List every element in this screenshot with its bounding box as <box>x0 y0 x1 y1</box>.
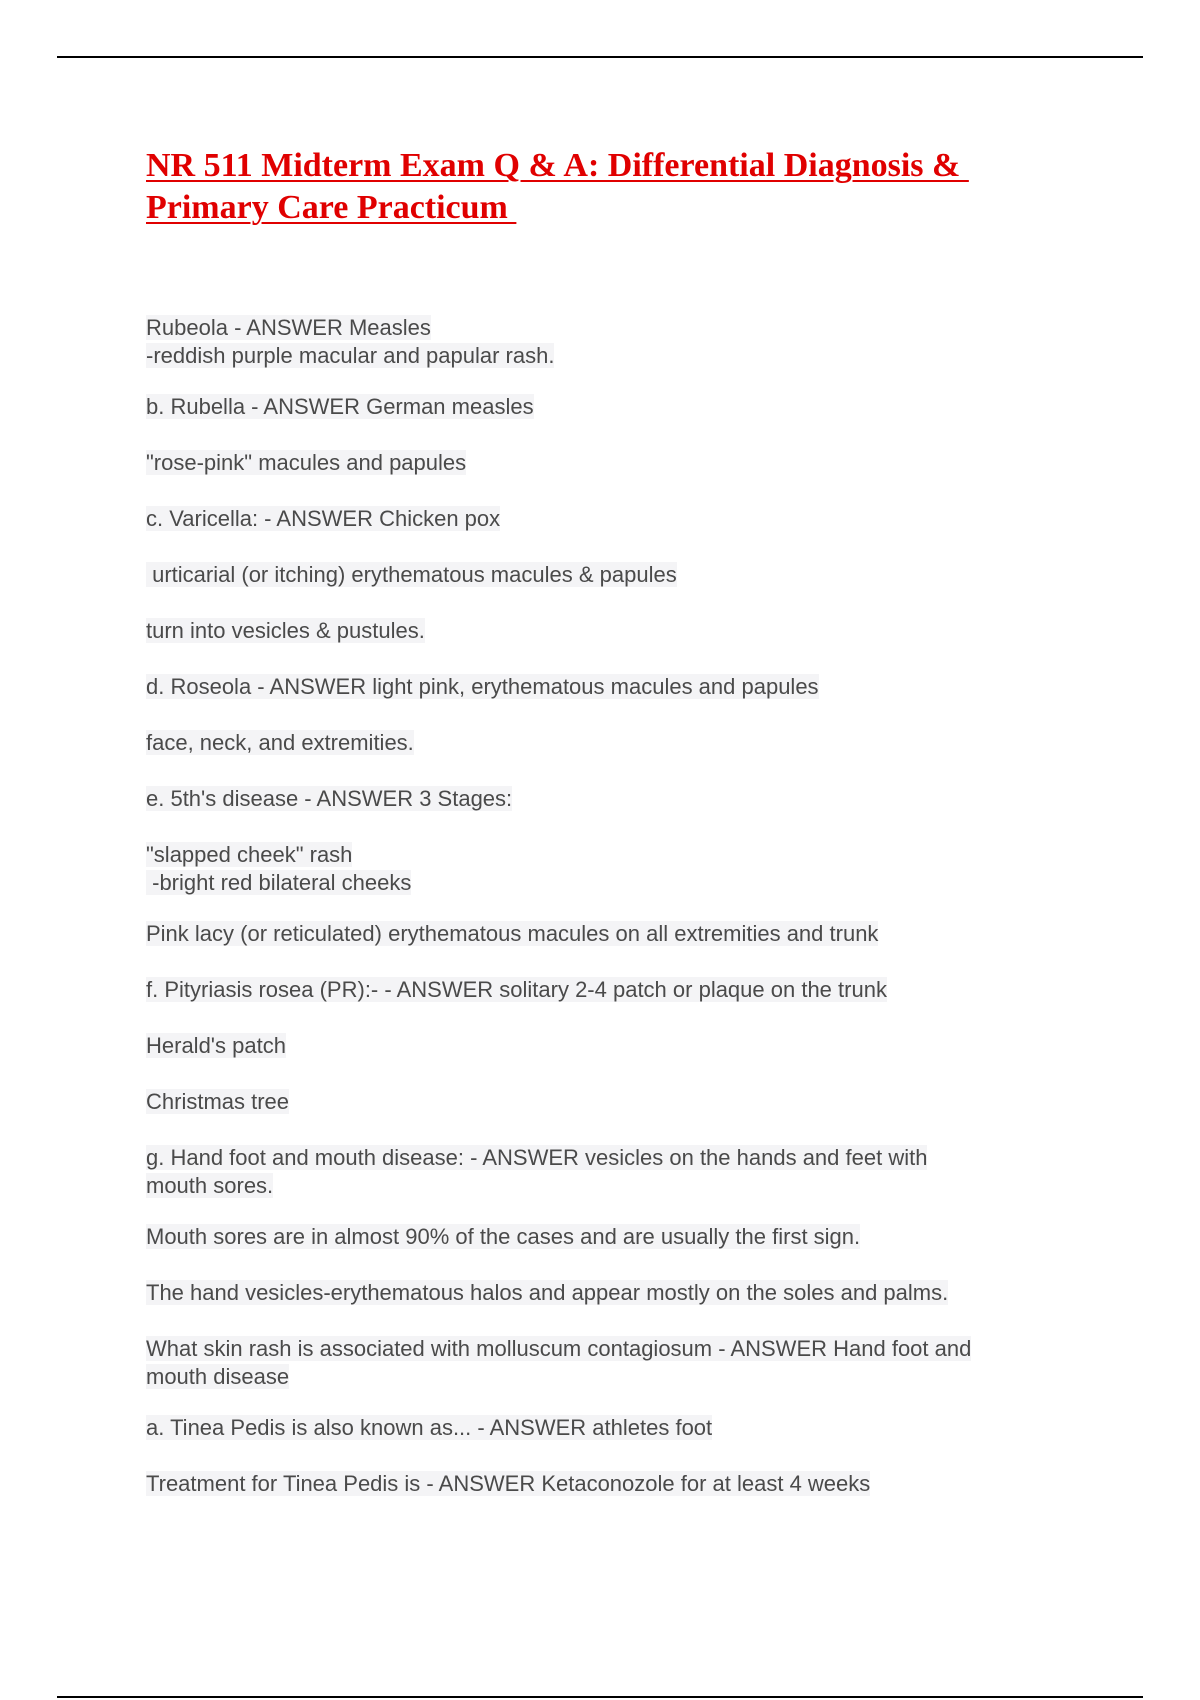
text-line: Pink lacy (or reticulated) erythematous macules on all extremities and trunk <box>146 921 879 946</box>
paragraph <box>146 449 1066 477</box>
paragraph <box>146 1335 1066 1391</box>
paragraph <box>146 729 1066 757</box>
paragraph <box>146 673 1066 701</box>
paragraph <box>146 617 1066 645</box>
text-line: c. Varicella: - ANSWER Chicken pox <box>146 506 501 531</box>
text-line: Rubeola - ANSWER Measles <box>146 315 431 340</box>
text-line: What skin rash is associated with molluscum contagiosum - ANSWER Hand foot and <box>146 1336 972 1361</box>
text-line: a. Tinea Pedis is also known as... - ANSWER athletes foot <box>146 1415 713 1440</box>
text-line: "slapped cheek" rash <box>146 842 353 867</box>
paragraph <box>146 1279 1066 1307</box>
document-title <box>146 145 1106 229</box>
text-line: Herald's patch <box>146 1033 286 1058</box>
text-line: mouth sores. <box>146 1173 274 1198</box>
text-line: -reddish purple macular and papular rash. <box>146 343 555 368</box>
text-line: urticarial (or itching) erythematous macules & papules <box>146 562 677 587</box>
text-line: Treatment for Tinea Pedis is - ANSWER Ketaconozole for at least 4 weeks <box>146 1471 871 1496</box>
paragraph <box>146 314 1066 370</box>
title-line-2: Primary Care Practicum <box>146 189 517 226</box>
text-line: mouth disease <box>146 1364 290 1389</box>
text-line: d. Roseola - ANSWER light pink, erythematous macules and papules <box>146 674 819 699</box>
text-line: e. 5th's disease - ANSWER 3 Stages: <box>146 786 513 811</box>
paragraph <box>146 1470 1066 1498</box>
paragraph <box>146 976 1066 1004</box>
text-line: turn into vesicles & pustules. <box>146 618 425 643</box>
text-line: "rose-pink" macules and papules <box>146 450 467 475</box>
text-line: f. Pityriasis rosea (PR):- - ANSWER solitary 2-4 patch or plaque on the trunk <box>146 977 887 1002</box>
text-line: -bright red bilateral cheeks <box>146 870 412 895</box>
paragraph <box>146 920 1066 948</box>
text-line: b. Rubella - ANSWER German measles <box>146 394 534 419</box>
paragraph <box>146 561 1066 589</box>
paragraph <box>146 785 1066 813</box>
document-body <box>146 314 1066 1498</box>
text-line: Mouth sores are in almost 90% of the cases and are usually the first sign. <box>146 1224 861 1249</box>
paragraph <box>146 1032 1066 1060</box>
paragraph <box>146 505 1066 533</box>
text-line: g. Hand foot and mouth disease: - ANSWER vesicles on the hands and feet with <box>146 1145 928 1170</box>
text-line: The hand vesicles-erythematous halos and appear mostly on the soles and palms. <box>146 1280 949 1305</box>
paragraph <box>146 841 1066 897</box>
text-line: Christmas tree <box>146 1089 290 1114</box>
paragraph <box>146 1223 1066 1251</box>
paragraph <box>146 1414 1066 1442</box>
top-rule <box>57 56 1143 58</box>
bottom-rule <box>57 1696 1143 1698</box>
paragraph <box>146 1088 1066 1116</box>
paragraph <box>146 393 1066 421</box>
text-line: face, neck, and extremities. <box>146 730 414 755</box>
paragraph <box>146 1144 1066 1200</box>
title-line-1: NR 511 Midterm Exam Q & A: Differential Diagnosis & <box>146 147 969 184</box>
